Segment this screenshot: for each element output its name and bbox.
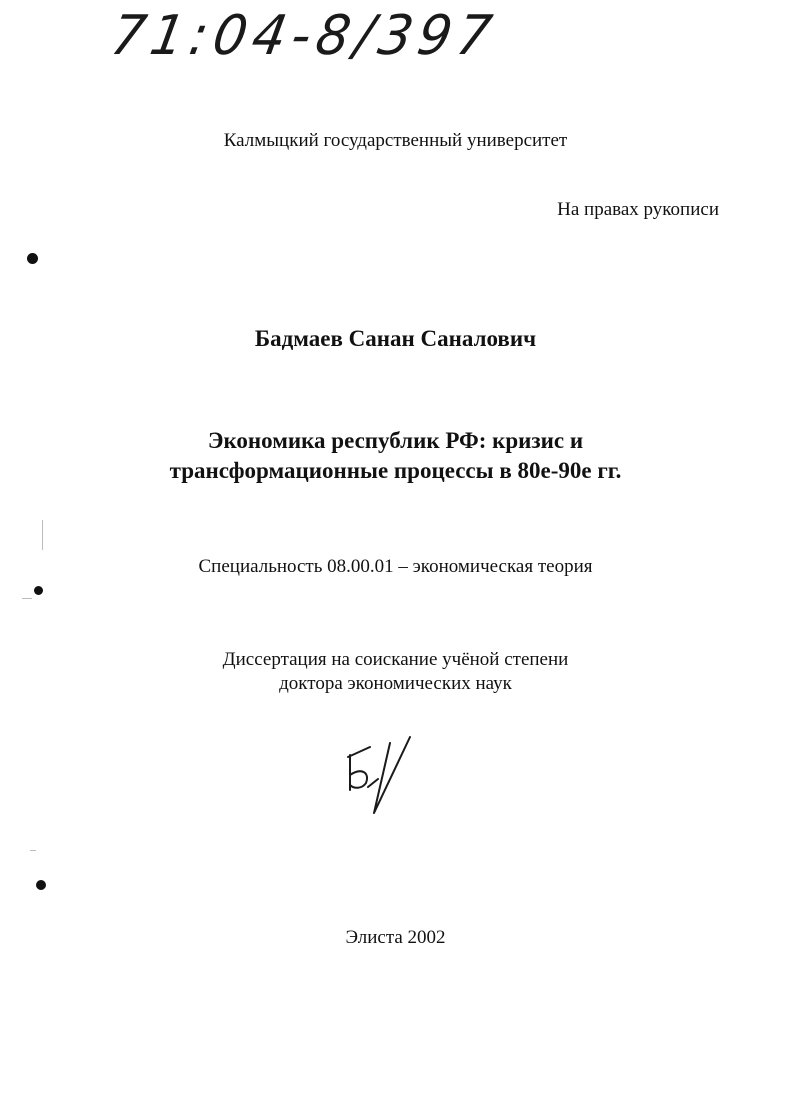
dissertation-title xyxy=(0,426,791,486)
scan-artifact xyxy=(42,520,43,550)
punch-hole-mark xyxy=(36,880,46,890)
archive-number-handwritten: 71:04-8/397 xyxy=(106,4,503,68)
manuscript-rights-note: На правах рукописи xyxy=(557,199,719,220)
scan-artifact xyxy=(30,850,36,851)
signature-mark xyxy=(340,735,420,820)
punch-hole-mark xyxy=(34,586,43,595)
degree-line-2: доктора экономических наук xyxy=(279,673,512,694)
city-year: Элиста 2002 xyxy=(345,927,446,948)
degree-line-1: Диссертация на соискание учёной степени xyxy=(222,649,569,670)
university-name: Калмыцкий государственный университет xyxy=(223,130,568,151)
title-line-1: Экономика республик РФ: кризис и xyxy=(207,428,584,453)
title-line-2: трансформационные процессы в 80е-90е гг. xyxy=(169,458,622,483)
dissertation-degree xyxy=(0,648,791,696)
author-name: Бадмаев Санан Саналович xyxy=(254,326,537,351)
specialty-line: Специальность 08.00.01 – экономическая теория xyxy=(198,556,593,577)
punch-hole-mark xyxy=(27,253,38,264)
scan-artifact xyxy=(22,598,32,599)
